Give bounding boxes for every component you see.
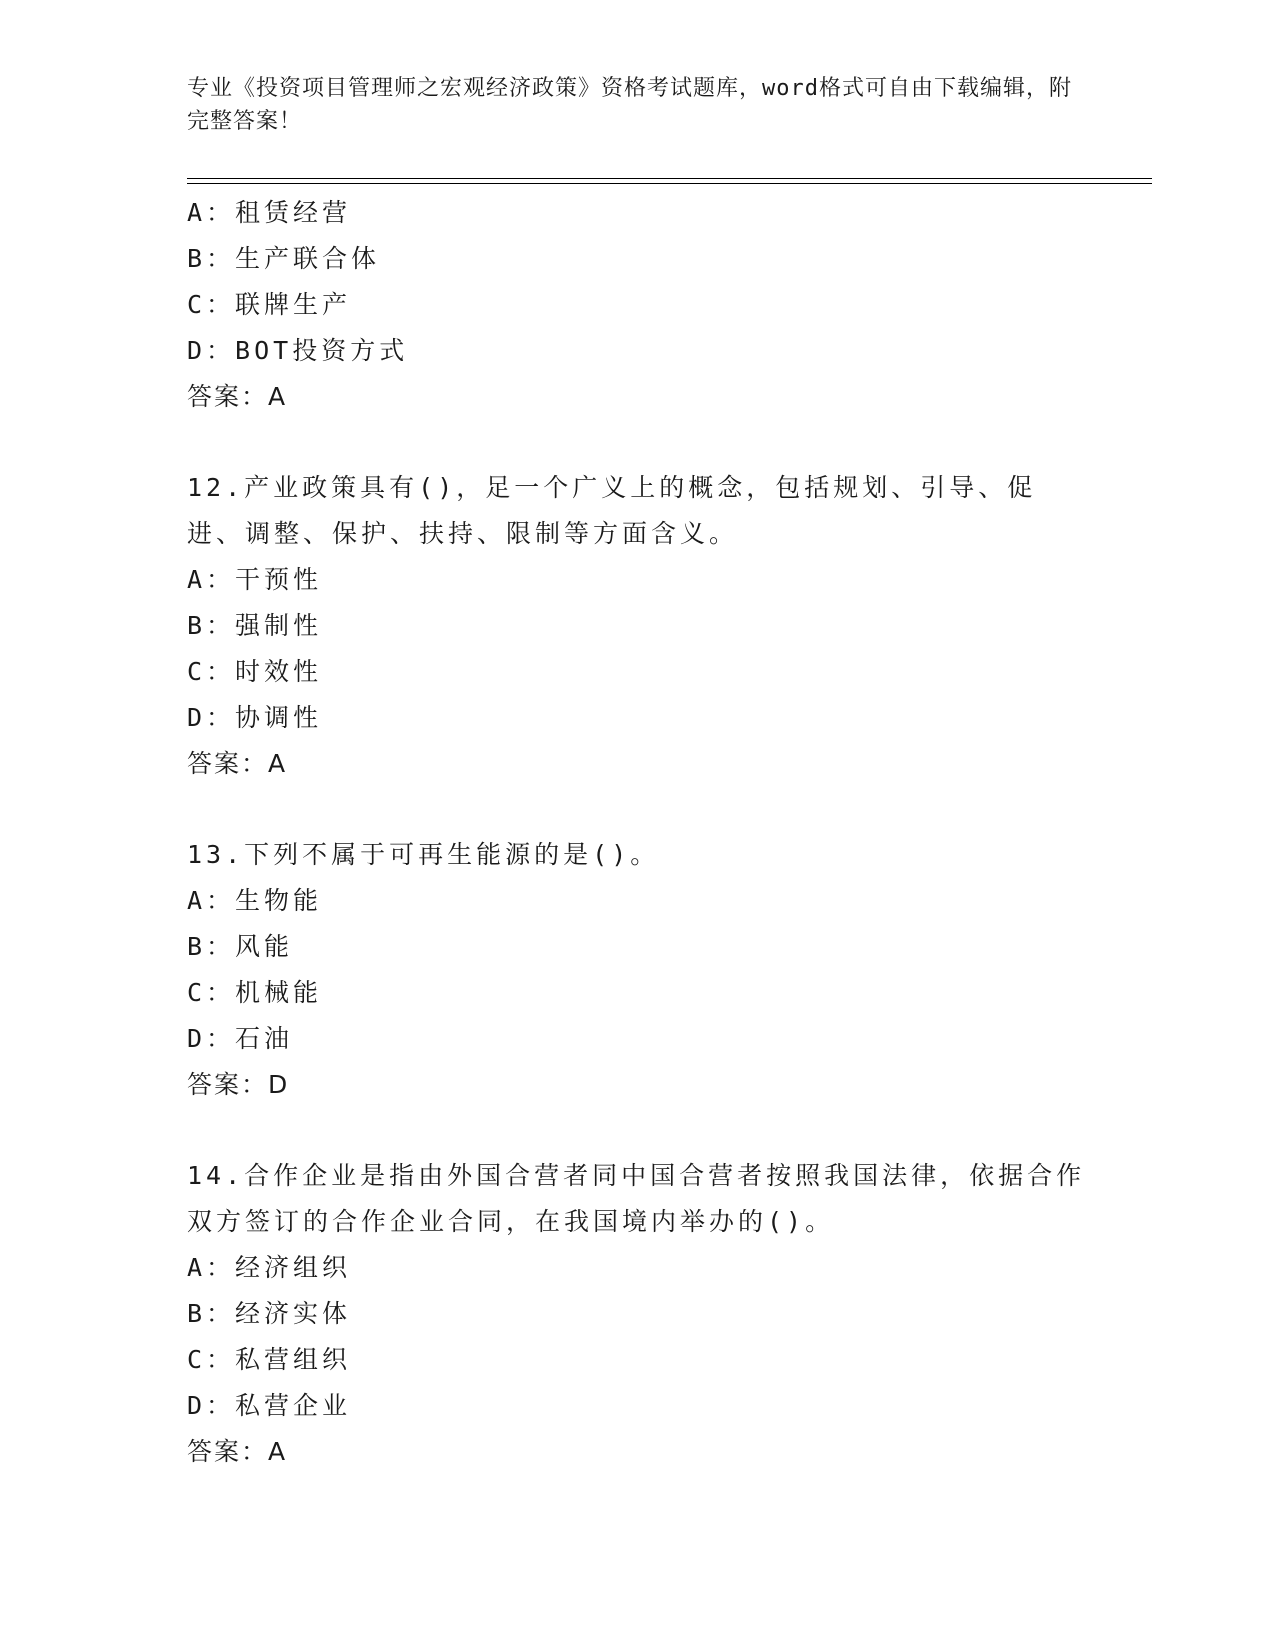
question-stem: 13.下列不属于可再生能源的是()。 — [187, 840, 660, 869]
question-list — [187, 190, 1087, 1520]
question-11-tail — [187, 190, 1087, 420]
question-stem: 12.产业政策具有()，足一个广义上的概念，包括规划、引导、促进、调整、保护、扶持、限制等方面含义。 — [187, 473, 1037, 548]
option-d: D：私营企业 — [187, 1391, 352, 1420]
option-d: D：协调性 — [187, 703, 323, 732]
option-d: D：BOT投资方式 — [187, 336, 409, 365]
option-a: A：生物能 — [187, 886, 323, 915]
option-c: C：联牌生产 — [187, 290, 352, 319]
document-header: 专业《投资项目管理师之宏观经济政策》资格考试题库，word格式可自由下载编辑，附完整答案！ — [187, 76, 1072, 134]
question-stem: 14.合作企业是指由外国合营者同中国合营者按照我国法律，依据合作双方签订的合作企业合同，在我国境内举办的()。 — [187, 1161, 1086, 1236]
option-a: A：租赁经营 — [187, 198, 352, 227]
question-14 — [187, 1153, 1087, 1475]
answer-line: 答案：A — [187, 382, 288, 411]
option-c: C：时效性 — [187, 657, 323, 686]
answer-line: 答案：A — [187, 749, 288, 778]
option-a: A：经济组织 — [187, 1253, 352, 1282]
answer-line: 答案：A — [187, 1437, 288, 1466]
option-b: B：经济实体 — [187, 1299, 352, 1328]
header-rule-top — [187, 178, 1152, 179]
option-c: C：私营组织 — [187, 1345, 352, 1374]
option-b: B：风能 — [187, 932, 294, 961]
answer-line: 答案：D — [187, 1070, 290, 1099]
option-c: C：机械能 — [187, 978, 323, 1007]
option-b: B：生产联合体 — [187, 244, 381, 273]
option-d: D：石油 — [187, 1024, 294, 1053]
question-13 — [187, 832, 1087, 1108]
question-12 — [187, 465, 1087, 787]
option-a: A：干预性 — [187, 565, 323, 594]
option-b: B：强制性 — [187, 611, 323, 640]
header-rule-bottom — [187, 183, 1152, 184]
